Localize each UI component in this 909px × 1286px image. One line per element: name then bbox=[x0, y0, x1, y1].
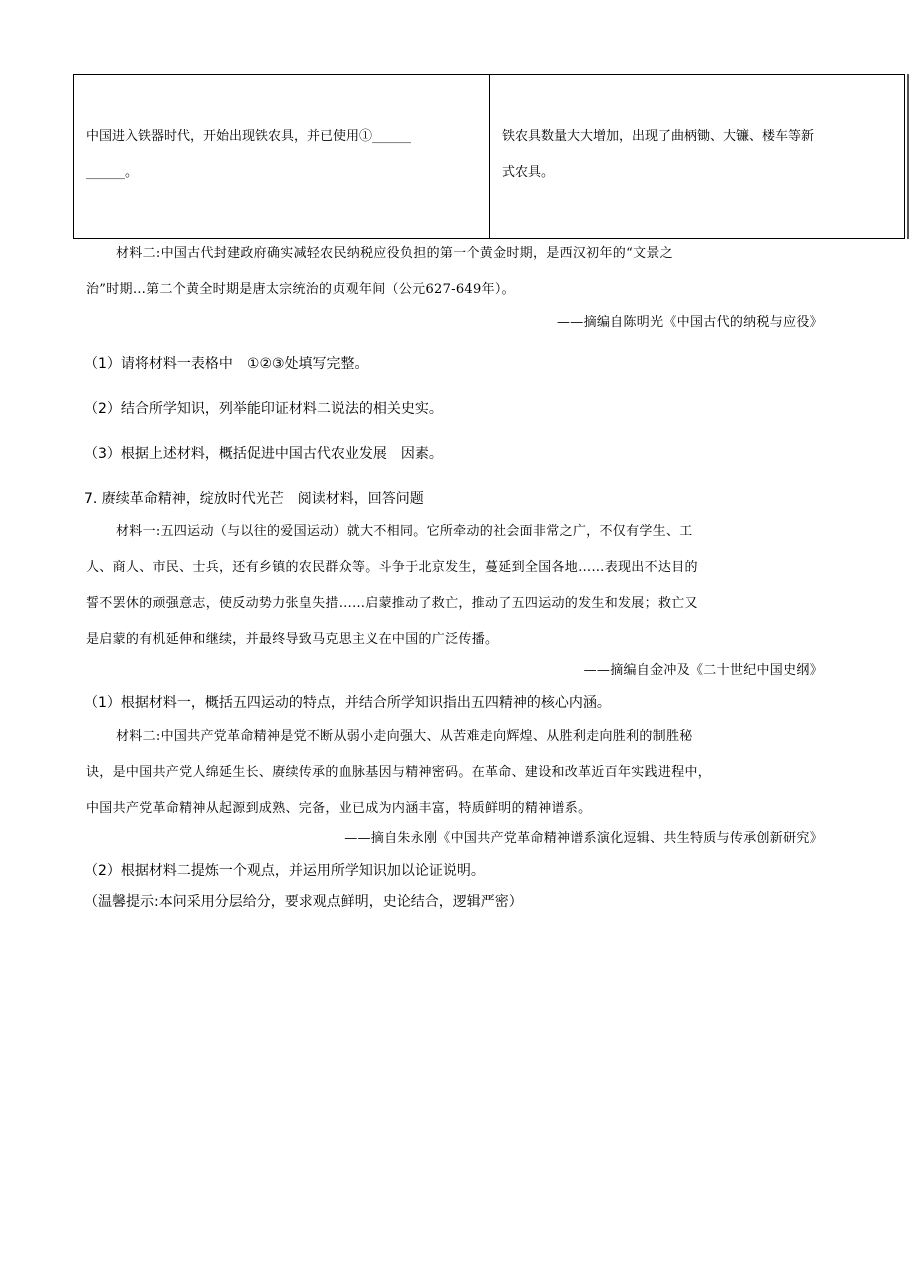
table-cell-left bbox=[74, 75, 490, 239]
q7-subquestion-1: （1）根据材料一，概括五四运动的特点，并结合所学知识指出五四精神的核心内涵。 bbox=[84, 695, 611, 711]
q6-material2-line1: 材料二:中国古代封建政府确实减轻农民纳税应役负担的第一个黄金时期，是西汉初年的“文景之 bbox=[116, 246, 673, 261]
table-cell-left-line2: ______。 bbox=[86, 165, 139, 180]
q6-subquestion-1: （1）请将材料一表格中 ①②③处填写完整。 bbox=[84, 356, 369, 372]
q7-material1-source: ——摘编自金冲及《二十世纪中国史纲》 bbox=[583, 663, 823, 678]
q6-material2-source: ——摘编自陈明光《中国古代的纳税与应役》 bbox=[556, 315, 823, 330]
q7-material2-source: ——摘自朱永刚《中国共产党革命精神谱系演化逗辑、共生特质与传承创新研究》 bbox=[344, 831, 823, 846]
table-cell-right bbox=[490, 75, 905, 239]
q7-tip: （温馨提示:本问采用分层给分，要求观点鲜明，史论结合，逻辑严密） bbox=[84, 894, 523, 910]
q7-material1-line4: 是启蒙的有机延伸和继续，并最终导致马克思主义在中国的广泛传播。 bbox=[86, 632, 499, 647]
q7-material2-line1: 材料二:中国共产党革命精神是党不断从弱小走向强大、从苦难走向辉煌、从胜利走向胜利的制胜秘 bbox=[116, 729, 693, 744]
table-cell-left-line1: 中国进入铁器时代，开始出现铁农具，并已使用①______ bbox=[86, 129, 412, 144]
q7-material1-line2: 人、商人、市民、士兵，还有乡镇的农民群众等。斗争于北京发生，蔓延到全国各地……表现出不达目的 bbox=[86, 560, 698, 575]
q7-material1-line3: 誓不罢休的顽强意志，使反动势力张皇失措……启蒙推动了救亡，推动了五四运动的发生和发展；救亡又 bbox=[86, 596, 698, 611]
table-row bbox=[74, 75, 905, 239]
q7-title: 7. 赓续革命精神，绽放时代光芒 阅读材料，回答问题 bbox=[84, 491, 424, 507]
table-cell-right-line2: 式农具。 bbox=[502, 165, 555, 180]
table-cell-right-line1: 铁农具数量大大增加，出现了曲柄锄、大镰、楼车等新 bbox=[502, 129, 815, 144]
material-one-table bbox=[73, 74, 905, 239]
q7-material1-line1: 材料一:五四运动（与以往的爱国运动）就大不相同。它所牵动的社会面非常之广，不仅有学生、工 bbox=[116, 524, 693, 539]
q6-material2-line2: 治”时期…第二个黄全时期是唐太宗统治的贞观年间（公元627-649年）。 bbox=[86, 282, 515, 297]
q7-material2-line2: 诀，是中国共产党人绵延生长、赓续传承的血脉基因与精神密码。在革命、建设和改革近百年实践进程中， bbox=[86, 765, 712, 780]
q7-material2-line3: 中国共产党革命精神从起源到成熟、完备，业已成为内涵丰富，特质鲜明的精神谱系。 bbox=[86, 801, 592, 816]
q6-subquestion-3: （3）根据上述材料，概括促进中国古代农业发展 因素。 bbox=[84, 446, 443, 462]
q7-subquestion-2: （2）根据材料二提炼一个观点，并运用所学知识加以论证说明。 bbox=[84, 863, 485, 879]
q6-subquestion-2: （2）结合所学知识，列举能印证材料二说法的相关史实。 bbox=[84, 401, 443, 417]
